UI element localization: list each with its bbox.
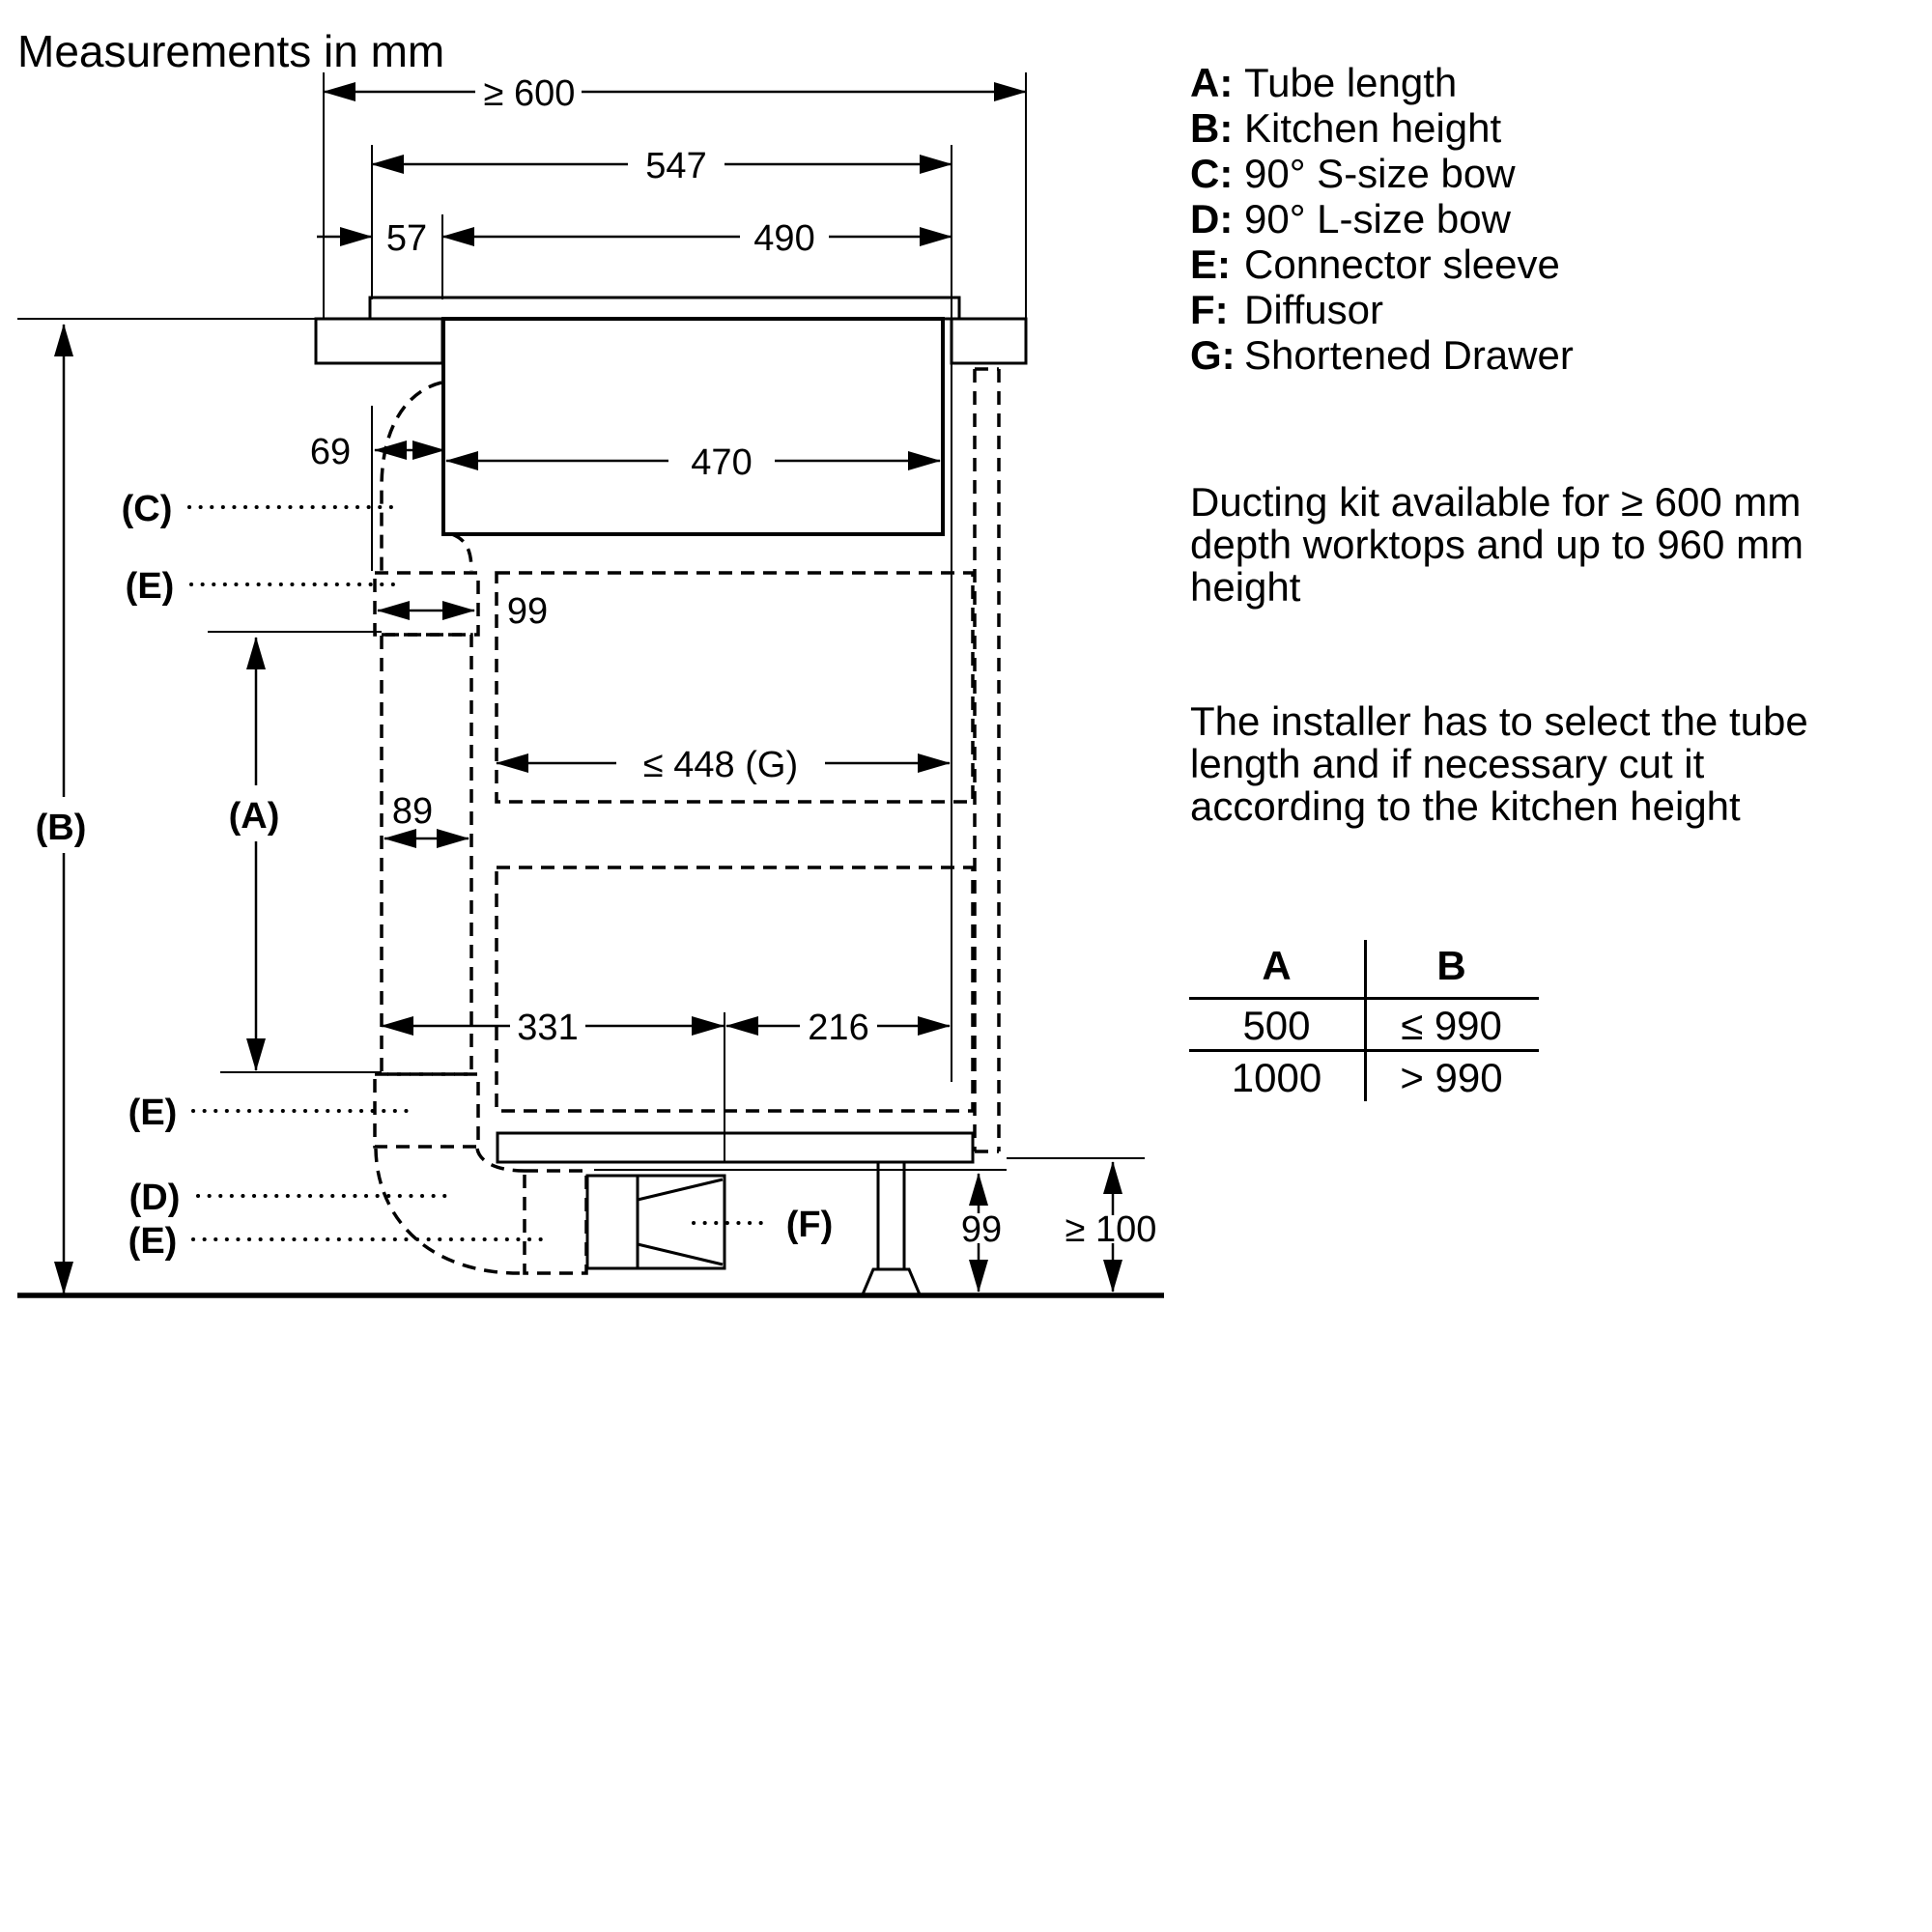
label-diffusor: (F) bbox=[785, 1205, 834, 1245]
label-sleeve-top: (E) bbox=[125, 566, 175, 607]
legend-item-g bbox=[1190, 332, 1574, 378]
bow-outlet-sleeve bbox=[525, 1171, 586, 1273]
label-tube-length: (A) bbox=[228, 796, 280, 837]
dim-worktop-depth: ≥ 600 bbox=[483, 73, 576, 114]
legend-item-a bbox=[1190, 60, 1574, 105]
legend-key: G: bbox=[1190, 332, 1236, 378]
dimension-lines bbox=[64, 92, 1113, 1293]
cabinet-bottom-panel bbox=[497, 1133, 973, 1162]
note-line: depth worktops and up to 960 mm bbox=[1190, 522, 1804, 567]
dim-plinth-height: ≥ 100 bbox=[1065, 1209, 1157, 1250]
legend-key: D: bbox=[1190, 196, 1234, 242]
label-kitchen-height: (B) bbox=[35, 808, 87, 848]
lower-drawer-outline bbox=[497, 867, 973, 1111]
dim-diffusor-height: 99 bbox=[960, 1209, 1003, 1250]
tube bbox=[382, 635, 471, 1074]
dim-glass-depth: 547 bbox=[645, 146, 707, 186]
table-divider-row bbox=[1189, 1049, 1539, 1052]
dim-duct-offset: 69 bbox=[309, 432, 352, 472]
connector-sleeve-bottom bbox=[375, 1074, 478, 1147]
legend-key: C: bbox=[1190, 151, 1234, 196]
parts-legend bbox=[1190, 60, 1574, 378]
worktop-left-section bbox=[316, 319, 442, 363]
page-title: Measurements in mm bbox=[17, 26, 445, 76]
legend-desc: Kitchen height bbox=[1244, 105, 1502, 151]
table-cell-b2: > 990 bbox=[1400, 1055, 1503, 1100]
legend-item-e bbox=[1190, 242, 1574, 287]
hob-glass bbox=[370, 298, 959, 319]
legend-desc: Diffusor bbox=[1244, 287, 1383, 332]
note-line: height bbox=[1190, 564, 1301, 610]
label-sleeve-bottom: (E) bbox=[128, 1221, 178, 1262]
dim-331: 331 bbox=[517, 1008, 579, 1048]
dim-tube-depth: 89 bbox=[391, 791, 434, 832]
dim-front-offset: 57 bbox=[385, 218, 428, 259]
note-line: The installer has to select the tube bbox=[1190, 698, 1808, 744]
label-s-bow: (C) bbox=[121, 489, 173, 529]
legend-desc: Tube length bbox=[1244, 60, 1458, 105]
legend-desc: 90° S-size bow bbox=[1244, 151, 1516, 196]
note-line: Ducting kit available for ≥ 600 mm bbox=[1190, 479, 1802, 525]
dim-sleeve-depth: 99 bbox=[506, 591, 549, 632]
note-installer bbox=[1190, 700, 1808, 828]
legend-key: A: bbox=[1190, 60, 1234, 105]
s-bow-inner bbox=[452, 534, 471, 571]
table-header-b: B bbox=[1436, 943, 1466, 988]
dim-body-depth: 470 bbox=[691, 442, 753, 483]
hob-body bbox=[443, 319, 943, 534]
legend-key: F: bbox=[1190, 287, 1229, 332]
legend-item-f bbox=[1190, 287, 1574, 332]
label-l-bow: (D) bbox=[128, 1178, 181, 1218]
legend-desc: Shortened Drawer bbox=[1244, 332, 1574, 378]
legend-item-d bbox=[1190, 196, 1574, 242]
table-cell-a2: 1000 bbox=[1231, 1055, 1322, 1100]
legend-item-c bbox=[1190, 151, 1574, 196]
dim-cutout: 490 bbox=[753, 218, 815, 259]
l-bow-inner bbox=[477, 1149, 525, 1171]
leader-lines bbox=[189, 507, 771, 1239]
cabinet-side-panel bbox=[975, 369, 999, 1151]
table-cell-a1: 500 bbox=[1242, 1003, 1311, 1048]
s-bow-outline bbox=[382, 383, 441, 571]
note-ducting-kit bbox=[1190, 481, 1804, 609]
legend-key: E: bbox=[1190, 242, 1231, 287]
legend-key: B: bbox=[1190, 105, 1234, 151]
legend-desc: Connector sleeve bbox=[1244, 242, 1560, 287]
label-sleeve-mid: (E) bbox=[128, 1093, 178, 1133]
table-header-a: A bbox=[1262, 943, 1292, 988]
table-cell-b1: ≤ 990 bbox=[1401, 1003, 1502, 1048]
worktop-right-section bbox=[952, 319, 1026, 363]
installation-drawing bbox=[0, 0, 1169, 1352]
connector-sleeve-top bbox=[375, 573, 478, 635]
legend-item-b bbox=[1190, 105, 1574, 151]
note-line: according to the kitchen height bbox=[1190, 783, 1741, 829]
legend-desc: 90° L-size bow bbox=[1244, 196, 1511, 242]
dim-drawer-depth: ≤ 448 (G) bbox=[642, 745, 799, 785]
table-divider-header bbox=[1189, 997, 1539, 1000]
cabinet-leg bbox=[863, 1162, 920, 1294]
dim-216: 216 bbox=[808, 1008, 869, 1048]
note-line: length and if necessary cut it bbox=[1190, 741, 1705, 786]
